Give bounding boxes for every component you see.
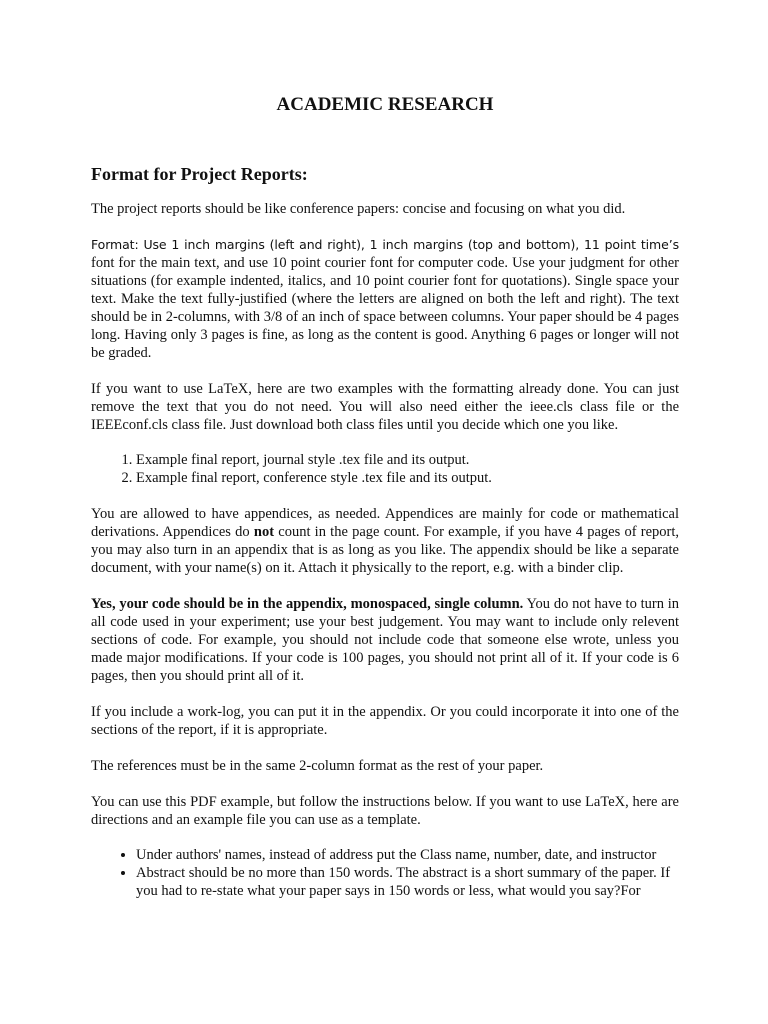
document-title: ACADEMIC RESEARCH [276, 94, 494, 115]
examples-list-item: 2. Example final report, conference style .tex file and its output. [136, 469, 679, 487]
format-paragraph [91, 236, 679, 362]
code-paragraph [91, 595, 679, 685]
section-heading: Format for Project Reports: [91, 164, 308, 184]
pdf-example-paragraph: You can use this PDF example, but follow the instructions below. If you want to use LaTeX, here are directions and an example file you can use as a template. [91, 794, 679, 828]
appendices-text-part2: count in the page count. For example, if you have 4 pages of report, you may also turn in an appendix that is as long as you like. The appendix should be like a separate document, with your name(s) on it. Attach it physically to the report, e.g. with a binder clip. [91, 524, 679, 576]
code-bold-text: Yes, your code should be in the appendix, monospaced, single column. [91, 596, 524, 612]
appendices-paragraph [91, 505, 679, 577]
instructions-list-item: • Under authors' names, instead of address put the Class name, number, date, and instructor [136, 846, 679, 864]
examples-list-item: 1. Example final report, journal style .tex file and its output. [136, 451, 679, 469]
instructions-list-item: • Abstract should be no more than 150 words. The abstract is a short summary of the paper. If you had to re-state what your paper says in 150 words or less, what would you say?For [136, 864, 679, 900]
appendices-text-part1: You are allowed to have appendices, as needed. Appendices are mainly for code or mathematical derivations. Appendices do [91, 506, 679, 540]
appendices-emphasis: not [253, 524, 275, 540]
instructions-list [91, 846, 679, 900]
format-lead-text: Format: Use 1 inch margins (left and right), 1 inch margins (top and bottom), 11 point time’s [91, 237, 679, 252]
latex-paragraph: If you want to use LaTeX, here are two examples with the formatting already done. You can just remove the text that you do not need. You will also need either the ieee.cls class file or the IEEEconf.cls class file. Just download both class files until you decide which one you like. [91, 381, 679, 433]
examples-list [91, 451, 679, 487]
intro-paragraph: The project reports should be like conference papers: concise and focusing on what you did. [91, 201, 626, 217]
format-rest-text: font for the main text, and use 10 point courier font for computer code. Use your judgment for other situations (for example indented, italics, and 10 point courier font for quotations). Single space your text. Make the text fully-justified (where the letters are aligned on both the left and right). The text should be in 2-columns, with 3/8 of an inch of space between columns. Your paper should be 4 pages long. Having only 3 pages is fine, as long as the content is good. Anything 6 pages or longer will not be graded. [91, 255, 679, 361]
references-paragraph: The references must be in the same 2-column format as the rest of your paper. [91, 758, 544, 774]
worklog-paragraph: If you include a work-log, you can put it in the appendix. Or you could incorporate it into one of the sections of the report, if it is appropriate. [91, 704, 679, 738]
code-rest-text: You do not have to turn in all code used in your experiment; use your best judgement. You may want to include only relevent sections of code. For example, you should not include code that someone else wrote, unless you made major modifications. If your code is 100 pages, you should not print all of it. If your code is 6 pages, then you should print all of it. [91, 596, 680, 684]
